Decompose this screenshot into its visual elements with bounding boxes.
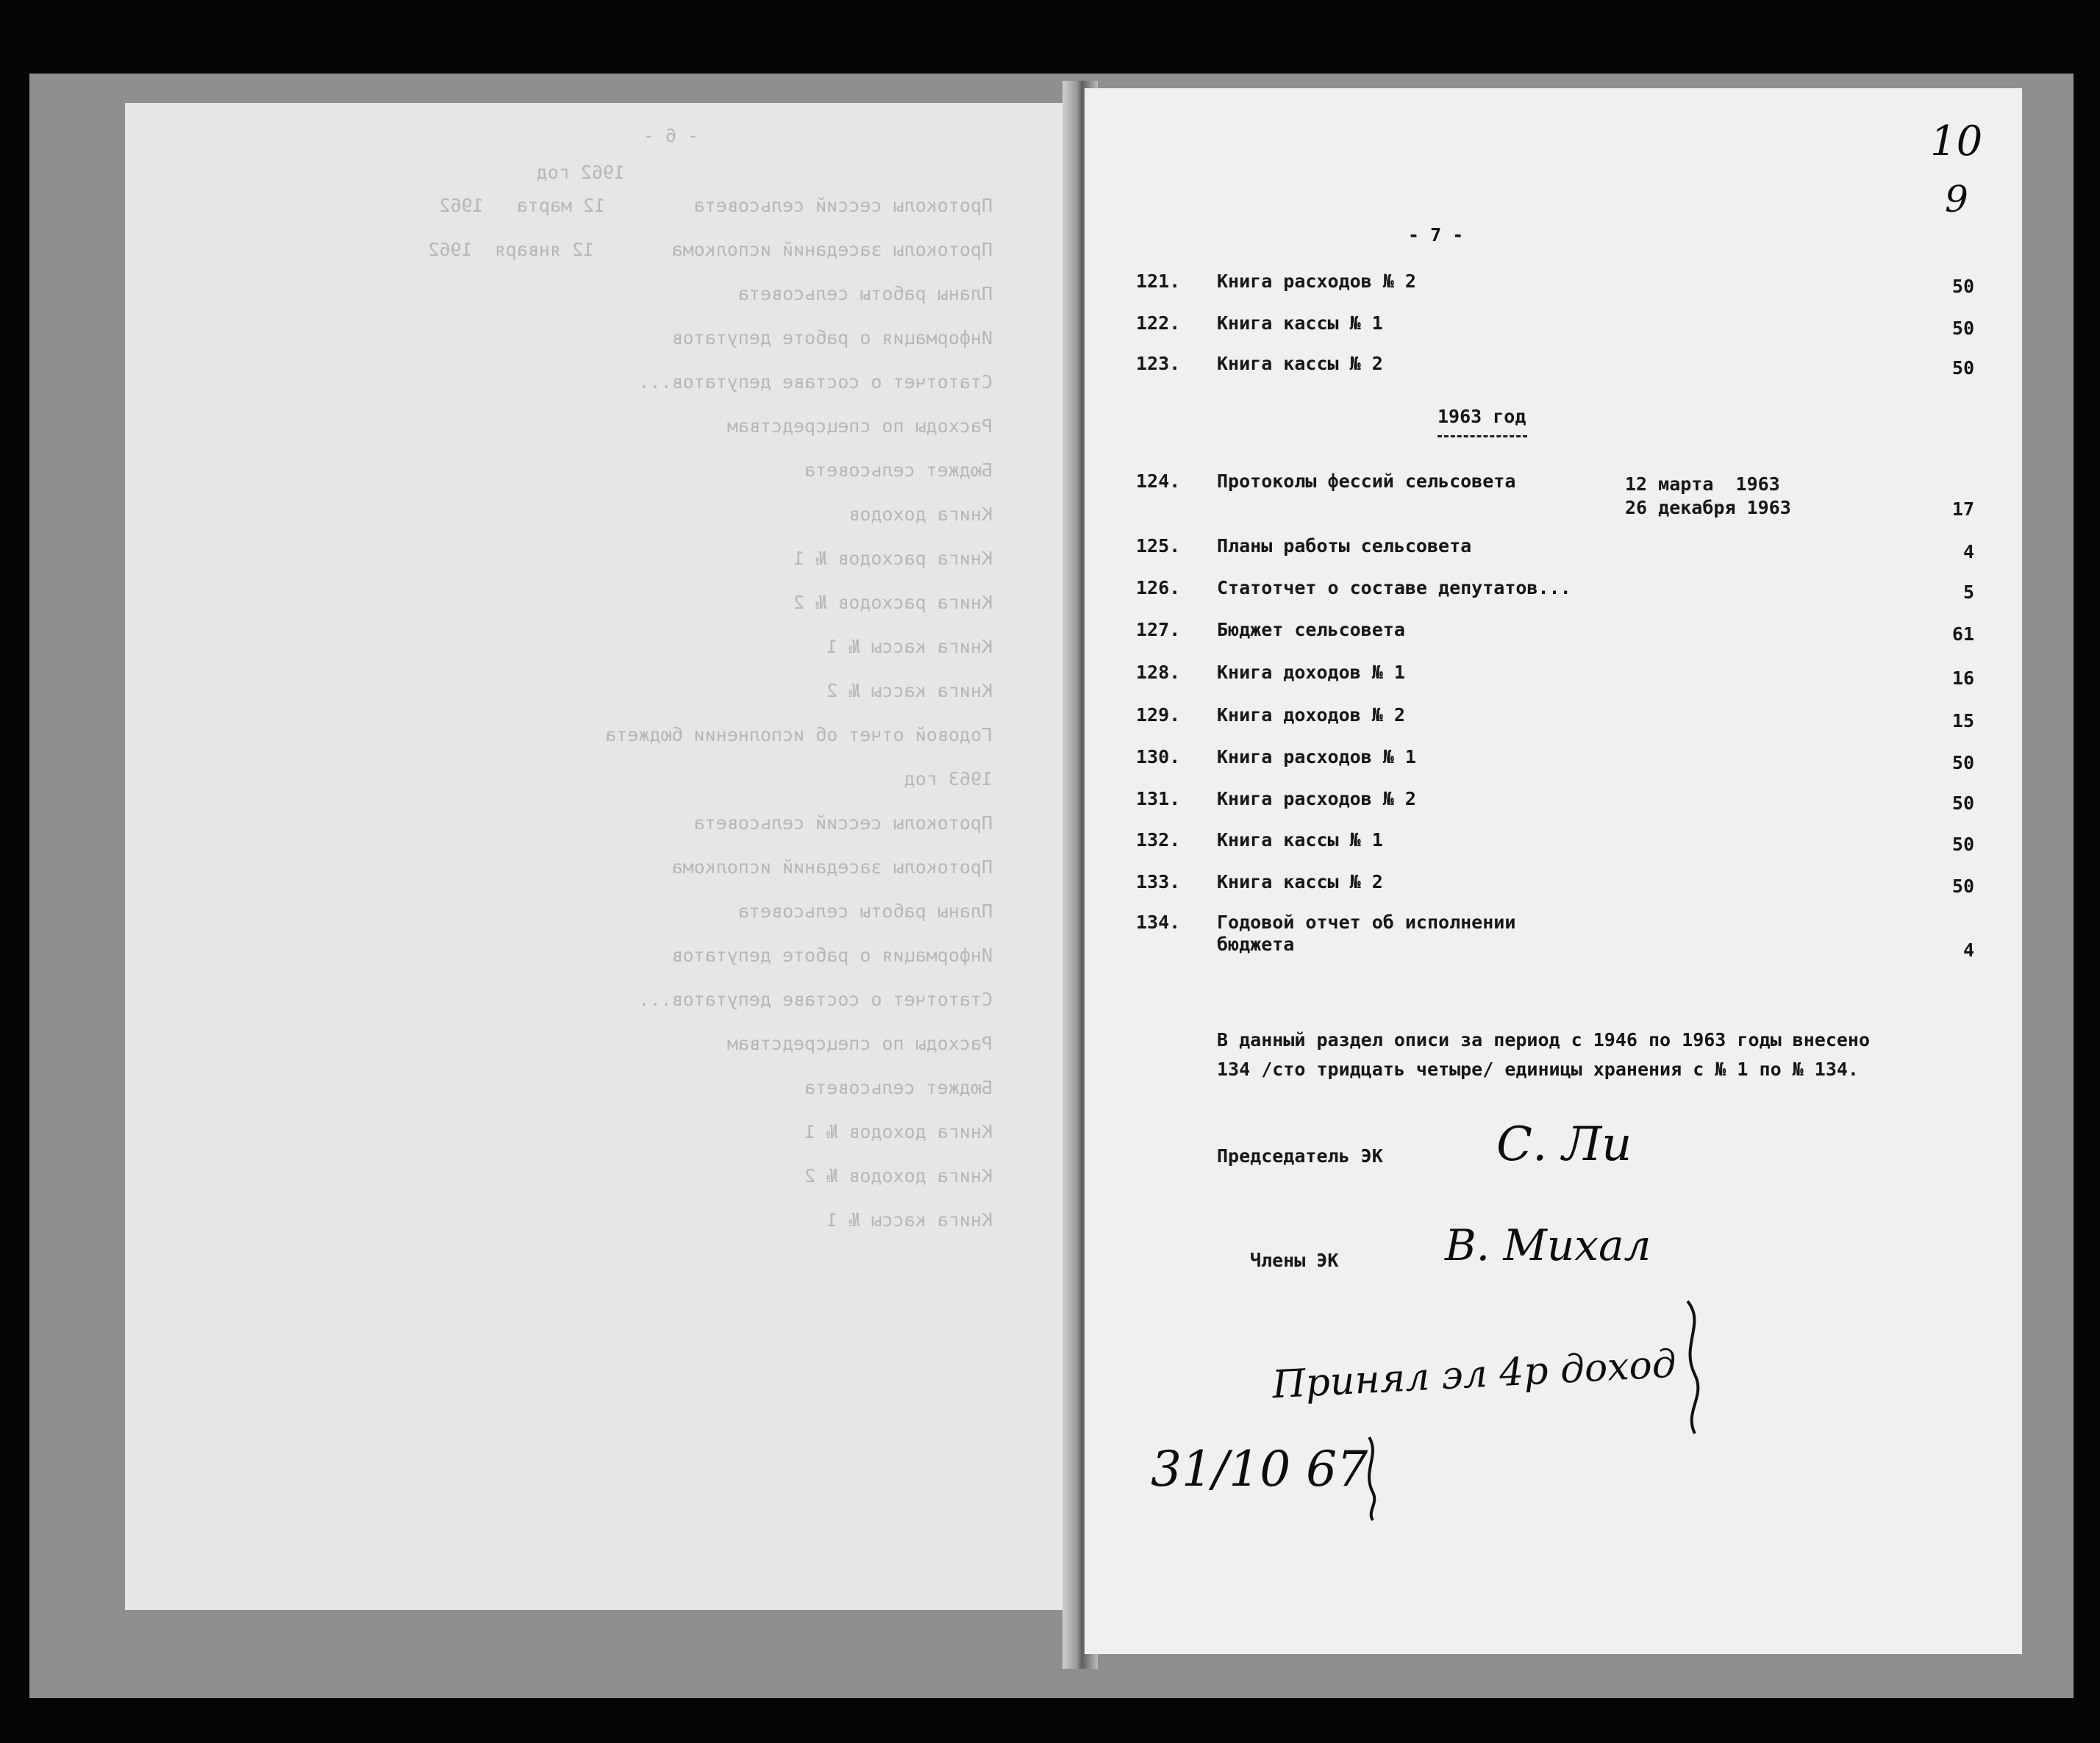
bleed-row: Книга доходов № 2 bbox=[804, 1165, 993, 1187]
entry-date-start: 12 марта 1963 bbox=[1625, 473, 1780, 495]
year-heading-underline bbox=[1438, 435, 1527, 437]
bleed-row: Протоколы заседаний исполкома bbox=[671, 856, 993, 878]
entry-title: Планы работы сельсовета bbox=[1217, 535, 1472, 556]
bleed-row: 1963 год bbox=[904, 768, 993, 790]
bleed-row: Планы работы сельсовета bbox=[738, 901, 993, 922]
entry-title: Книга доходов № 1 bbox=[1217, 662, 1405, 683]
chairman-signature: С. Ли bbox=[1496, 1117, 1632, 1172]
handwritten-date: 31/10 67 bbox=[1151, 1441, 1368, 1497]
bleed-row: Информация о работе депутатов bbox=[671, 945, 993, 966]
entry-number: 126. bbox=[1136, 577, 1181, 598]
left-page bbox=[125, 103, 1081, 1610]
entry-count: 16 bbox=[1951, 668, 1974, 689]
entry-count: 61 bbox=[1951, 623, 1974, 645]
bleed-row: Протоколы сессий сельсовета bbox=[693, 812, 993, 834]
bleed-year-heading: 1962 год bbox=[536, 162, 625, 183]
bleed-row: Расходы по спецсредствам bbox=[726, 1033, 993, 1054]
entry-number: 131. bbox=[1136, 788, 1181, 809]
members-signature: В. Михал bbox=[1445, 1220, 1651, 1270]
entry-title: Годовой отчет об исполнении bbox=[1217, 912, 1516, 933]
entry-number: 122. bbox=[1136, 312, 1181, 334]
bleed-row: Книга кассы № 1 bbox=[826, 1209, 993, 1231]
entry-count: 4 bbox=[1963, 541, 1974, 562]
entry-count: 17 bbox=[1951, 498, 1974, 520]
entry-title-continued: бюджета bbox=[1217, 934, 1295, 955]
entry-number: 123. bbox=[1136, 353, 1181, 374]
handwritten-note: Принял эл 4р доход bbox=[1271, 1342, 1678, 1408]
members-label: Члены ЭК bbox=[1250, 1250, 1339, 1271]
entry-number: 132. bbox=[1136, 829, 1181, 851]
entry-number: 133. bbox=[1136, 871, 1181, 892]
entry-title: Протоколы фессий сельсовета bbox=[1217, 470, 1516, 492]
right-page bbox=[1085, 88, 2022, 1654]
bleed-header: - 6 - bbox=[643, 125, 699, 146]
entry-number: 128. bbox=[1136, 662, 1181, 683]
page-number-top: 10 bbox=[1930, 118, 1983, 165]
initials-mark bbox=[1358, 1434, 1388, 1522]
entry-title: Книга кассы № 1 bbox=[1217, 829, 1383, 851]
bleed-row: Статотчет о составе депутатов... bbox=[638, 989, 993, 1010]
bleed-row: Книга доходов bbox=[849, 504, 993, 525]
bleed-through-text bbox=[125, 103, 1081, 1610]
entry-count: 50 bbox=[1951, 792, 1974, 814]
entry-title: Книга кассы № 1 bbox=[1217, 312, 1383, 334]
entry-number: 129. bbox=[1136, 704, 1181, 726]
bleed-row: Протоколы заседаний исполкома 12 января 1962 bbox=[428, 239, 993, 260]
entry-date-end: 26 декабря 1963 bbox=[1625, 497, 1791, 518]
entry-number: 134. bbox=[1136, 912, 1181, 933]
bleed-row: Книга доходов № 1 bbox=[804, 1121, 993, 1142]
entry-title: Книга кассы № 2 bbox=[1217, 353, 1383, 374]
entry-count: 50 bbox=[1951, 876, 1974, 897]
bleed-row: Планы работы сельсовета bbox=[738, 283, 993, 304]
entry-title: Книга расходов № 2 bbox=[1217, 788, 1416, 809]
page-header: - 7 - bbox=[1408, 224, 1464, 246]
bleed-row: Бюджет сельсовета bbox=[804, 1077, 993, 1098]
page-number-second: 9 bbox=[1945, 178, 1968, 221]
bleed-row: Статотчет о составе депутатов... bbox=[638, 371, 993, 393]
bleed-row: Расходы по спецсредствам bbox=[726, 415, 993, 437]
bleed-row: Книга расходов № 1 bbox=[793, 548, 993, 569]
bleed-row: Книга кассы № 1 bbox=[826, 636, 993, 657]
bleed-row: Книга кассы № 2 bbox=[826, 680, 993, 701]
entry-title: Бюджет сельсовета bbox=[1217, 619, 1405, 640]
year-heading: 1963 год bbox=[1438, 406, 1526, 427]
entry-count: 5 bbox=[1963, 581, 1974, 603]
entry-count: 50 bbox=[1951, 276, 1974, 297]
entry-count: 50 bbox=[1951, 834, 1974, 855]
entry-number: 124. bbox=[1136, 470, 1181, 492]
entry-number: 127. bbox=[1136, 619, 1181, 640]
entry-count: 50 bbox=[1951, 318, 1974, 339]
entry-title: Книга расходов № 2 bbox=[1217, 271, 1416, 292]
entry-title: Книга кассы № 2 bbox=[1217, 871, 1383, 892]
summary-line: 134 /сто тридцать четыре/ единицы хранения с № 1 по № 134. bbox=[1217, 1059, 1859, 1080]
bleed-row: Книга расходов № 2 bbox=[793, 592, 993, 613]
entry-title: Книга доходов № 2 bbox=[1217, 704, 1405, 726]
entry-title: Книга расходов № 1 bbox=[1217, 746, 1416, 767]
bleed-row: Годовой отчет об исполнении бюджета bbox=[605, 724, 993, 745]
entry-number: 121. bbox=[1136, 271, 1181, 292]
entry-count: 50 bbox=[1951, 357, 1974, 379]
entry-count: 50 bbox=[1951, 752, 1974, 773]
chairman-label: Председатель ЭК bbox=[1217, 1145, 1383, 1167]
entry-count: 4 bbox=[1963, 939, 1974, 961]
entry-count: 15 bbox=[1951, 710, 1974, 731]
entry-title: Статотчет о составе депутатов... bbox=[1217, 577, 1571, 598]
entry-number: 130. bbox=[1136, 746, 1181, 767]
bleed-row: Бюджет сельсовета bbox=[804, 459, 993, 481]
bleed-row: Информация о работе депутатов bbox=[671, 327, 993, 348]
bleed-row: Протоколы сессий сельсовета 12 марта 1962 bbox=[439, 195, 993, 216]
initials-mark bbox=[1673, 1294, 1717, 1441]
entry-number: 125. bbox=[1136, 535, 1181, 556]
summary-line: В данный раздел описи за период с 1946 по 1963 годы внесено bbox=[1217, 1029, 1871, 1051]
